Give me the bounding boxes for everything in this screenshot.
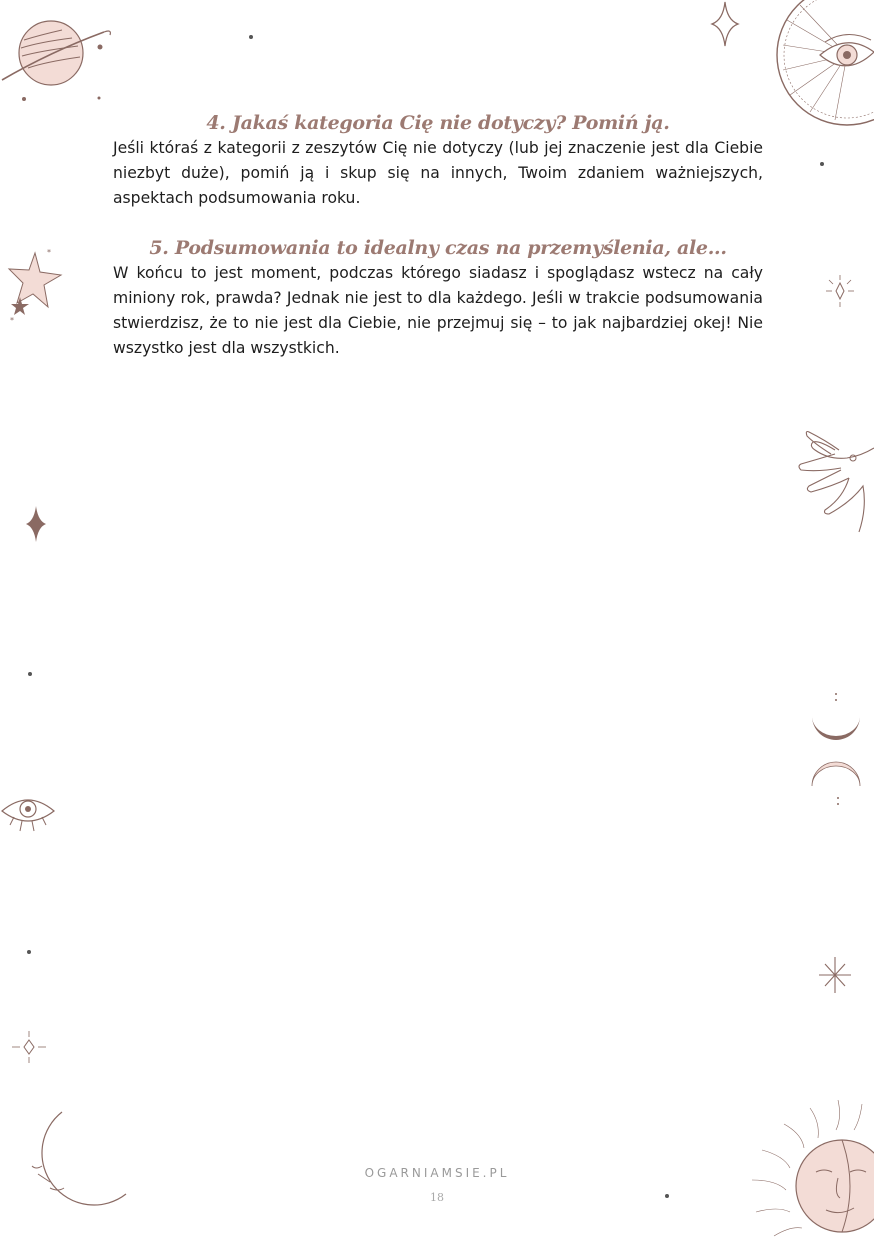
- diamond-sparkle-icon: [10, 1030, 48, 1064]
- starburst-icon: [816, 955, 854, 995]
- svg-text:*: *: [47, 248, 51, 257]
- hand-icon: [795, 428, 874, 533]
- section-title: 4. Jakaś kategoria Cię nie dotyczy? Pomiń ją.: [206, 112, 670, 134]
- svg-text:*: *: [10, 316, 14, 325]
- section-title: 5. Podsumowania to idealny czas na przemyślenia, ale...: [149, 237, 727, 259]
- section-body: W końcu to jest moment, podczas którego siadasz i spoglądasz wstecz na cały miniony rok, prawda? Jednak nie jest to dla każdego. Jeśli w trakcie podsumowania stwierdzisz, że to nie jest dla Ciebie, nie przejmuj się – to jak najbardziej okej! Nie wszystko jest dla wszystkich.: [113, 264, 763, 357]
- sun-eye-icon: [775, 0, 874, 135]
- footer-website: OGARNIAMSIE.PL: [364, 1166, 510, 1180]
- star-icon: [5, 245, 67, 325]
- page-number: 18: [430, 1191, 444, 1204]
- dot-icon: [818, 160, 826, 168]
- diamond-sparkle-icon: [823, 274, 857, 308]
- eye-icon: [0, 785, 58, 837]
- dot-icon: [247, 33, 255, 41]
- planet-icon: [0, 10, 115, 105]
- dot-icon: [25, 948, 33, 956]
- section-skip-category: [113, 110, 763, 211]
- moon-phases-icon: [806, 690, 866, 810]
- dot-icon: [26, 670, 34, 678]
- section-body: Jeśli któraś z kategorii z zeszytów Cię nie dotyczy (lub jej znaczenie jest dla Ciebie niezbyt duże), pomiń ją i skup się na innych, Twoim zdaniem ważniejszych, aspektach podsumowania roku.: [113, 139, 763, 207]
- sparkle-icon: [710, 0, 740, 48]
- sparkle-icon: [25, 505, 47, 543]
- section-reflection-time: [113, 235, 763, 361]
